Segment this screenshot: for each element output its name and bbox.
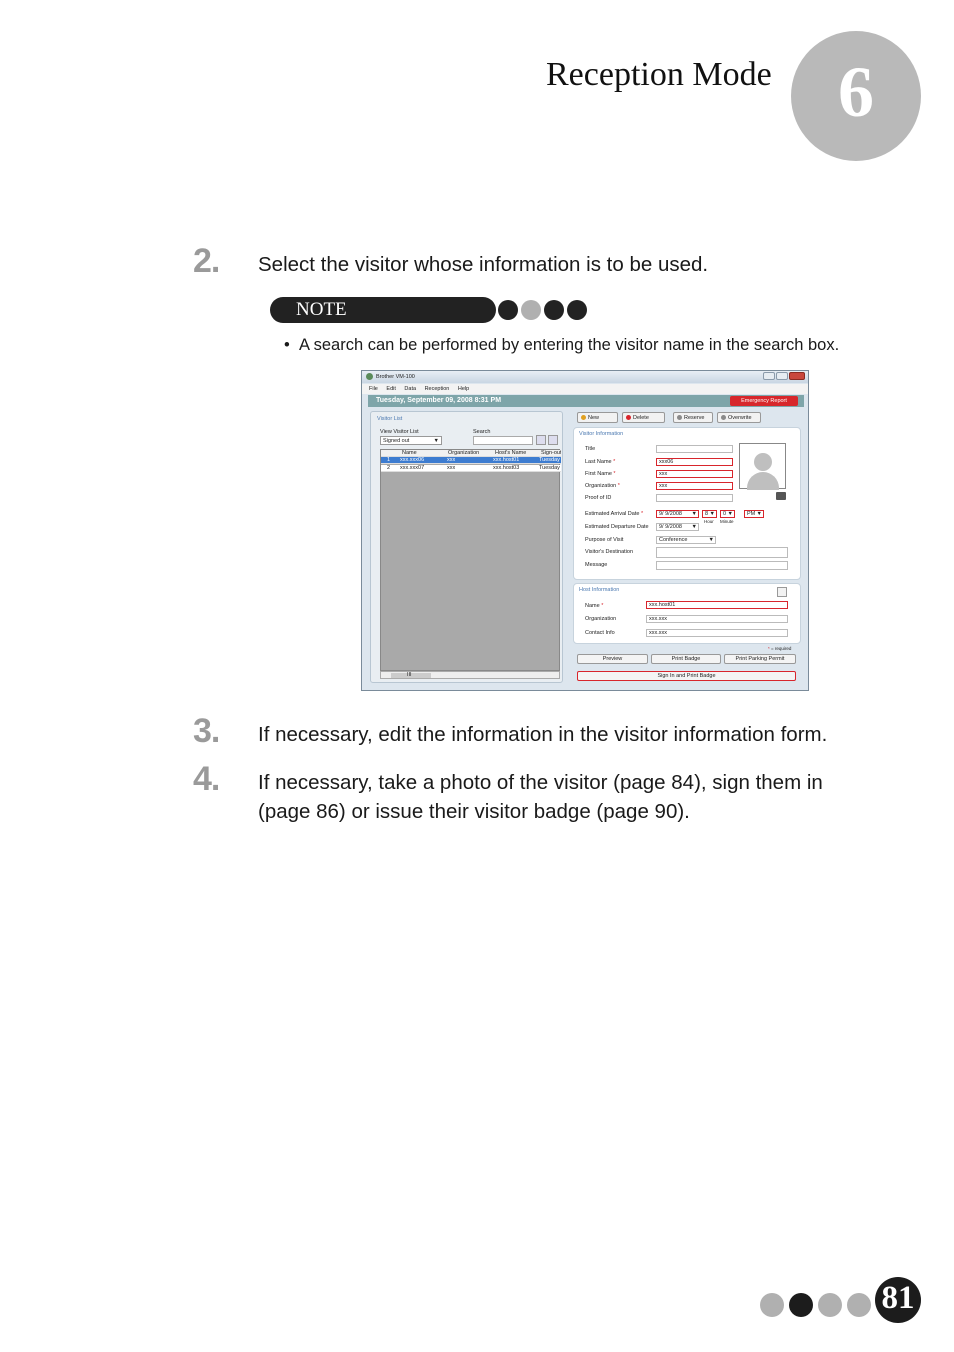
host-info-title: Host Information — [579, 587, 620, 593]
delete-button[interactable] — [622, 412, 665, 423]
step-3-number: 3. — [193, 712, 220, 750]
required-star: * — [601, 603, 604, 609]
dropdown-arrow-icon: ▼ — [691, 524, 697, 530]
departure-date-field[interactable] — [656, 523, 699, 531]
host-name-field[interactable]: xxx.host01 — [646, 601, 788, 609]
step-4-line-2: (page 86) or issue their visitor badge (page 90). — [258, 800, 690, 823]
arrival-date-field[interactable] — [656, 510, 699, 518]
arrival-text: Estimated Arrival Date — [585, 511, 640, 517]
note-bullet — [284, 336, 839, 355]
delete-label: Delete — [633, 415, 649, 421]
host-name-text: Name — [585, 603, 600, 609]
menu-reception[interactable]: Reception — [424, 386, 450, 392]
step-4-number: 4. — [193, 760, 220, 798]
reserve-label: Reserve — [684, 415, 705, 421]
chapter-number: 6 — [838, 52, 874, 132]
table-row[interactable] — [381, 457, 561, 464]
arrival-ampm-value: PM — [747, 511, 756, 517]
new-button[interactable] — [577, 412, 618, 423]
footer-dot — [789, 1293, 813, 1317]
row-num: 1 — [387, 457, 391, 463]
camera-icon[interactable] — [776, 492, 786, 500]
app-icon — [366, 373, 373, 380]
note-dot — [567, 300, 587, 320]
destination-field[interactable] — [656, 547, 788, 558]
note-dot — [544, 300, 564, 320]
col-name[interactable]: Name — [402, 450, 417, 456]
arrival-hour-value: 8 — [705, 511, 709, 517]
row-host: xxx.host03 — [493, 465, 520, 471]
host-name-label — [585, 603, 603, 609]
arrival-minute-field[interactable] — [720, 510, 735, 518]
menu-file[interactable]: File — [369, 386, 378, 392]
organization-text: Organization — [585, 483, 617, 489]
required-star: * — [617, 483, 620, 489]
row-host: xxx.host01 — [493, 457, 520, 463]
arrival-date-value: 9/ 9/2008 — [659, 511, 682, 517]
menu-edit[interactable]: Edit — [386, 386, 396, 392]
required-star: * — [613, 471, 616, 477]
view-visitor-list-label: View Visitor List — [380, 429, 419, 435]
reserve-icon — [677, 415, 682, 420]
print-parking-permit-button[interactable]: Print Parking Permit — [724, 654, 796, 664]
row-org: xxx — [447, 457, 456, 463]
arrival-ampm-field[interactable] — [744, 510, 764, 518]
new-icon — [581, 415, 586, 420]
bullet-glyph: • — [284, 336, 299, 354]
host-contact-field[interactable]: xxx.xxx — [646, 629, 788, 637]
note-dot — [521, 300, 541, 320]
purpose-label: Purpose of Visit — [585, 537, 624, 543]
arrival-label — [585, 511, 643, 517]
host-organization-label: Organization — [585, 616, 617, 622]
required-star: * — [640, 511, 644, 517]
overwrite-icon — [721, 415, 726, 420]
window-title: Brother VM-100 — [376, 374, 415, 380]
delete-icon — [626, 415, 631, 420]
row-name: xxx.xxx07 — [400, 465, 425, 471]
dropdown-arrow-icon: ▼ — [727, 511, 733, 517]
col-organization[interactable]: Organization — [448, 450, 480, 456]
destination-label: Visitor's Destination — [585, 549, 634, 555]
host-info-panel — [573, 583, 801, 644]
visitor-info-panel — [573, 427, 801, 580]
chapter-badge — [791, 31, 921, 161]
window-controls — [762, 372, 805, 381]
hour-label: Hour — [704, 519, 714, 524]
last-name-text: Last Name — [585, 459, 612, 465]
title-field[interactable] — [656, 445, 733, 453]
minimize-icon[interactable] — [763, 372, 775, 380]
row-name: xxx.xxx06 — [400, 457, 425, 463]
step-3-text: If necessary, edit the information in the visitor information form. — [258, 723, 828, 746]
step-2-text: Select the visitor whose information is to be used. — [258, 253, 709, 276]
close-icon[interactable] — [789, 372, 805, 380]
preview-button[interactable]: Preview — [577, 654, 648, 664]
purpose-value: Conference — [659, 537, 688, 543]
grid-header — [381, 450, 561, 457]
host-search-icon[interactable] — [777, 587, 787, 597]
overwrite-label: Overwrite — [728, 415, 752, 421]
proof-of-id-label: Proof of ID — [585, 495, 612, 501]
last-name-label — [585, 459, 615, 465]
table-row[interactable] — [381, 465, 561, 472]
avatar-head — [754, 453, 772, 471]
row-num: 2 — [387, 465, 391, 471]
required-star: * — [613, 459, 616, 465]
search-label: Search — [473, 429, 491, 435]
title-label: Title — [585, 446, 596, 452]
required-note-text: = required — [771, 646, 792, 651]
sign-in-print-badge-button[interactable]: Sign In and Print Badge — [577, 671, 796, 681]
note-label: NOTE — [296, 299, 347, 320]
proof-of-id-field[interactable] — [656, 494, 733, 502]
search-down-icon[interactable] — [548, 435, 558, 445]
reserve-button[interactable] — [673, 412, 713, 423]
page-number: 81 — [881, 1280, 915, 1316]
row-org: xxx — [447, 465, 456, 471]
required-star: * — [768, 646, 770, 651]
view-list-select[interactable] — [380, 436, 442, 445]
visitor-list-panel — [370, 411, 563, 683]
step-4-text — [258, 768, 823, 826]
step-2-number: 2. — [193, 242, 220, 280]
current-date: Tuesday, September 09, 2008 8:31 PM — [376, 397, 502, 404]
maximize-icon[interactable] — [776, 372, 788, 380]
dropdown-arrow-icon: ▼ — [708, 537, 714, 543]
message-field[interactable] — [656, 561, 788, 570]
departure-date-value: 9/ 9/2008 — [659, 524, 682, 530]
dropdown-arrow-icon: ▼ — [756, 511, 762, 517]
menu-bar — [362, 384, 808, 394]
horizontal-scrollbar[interactable] — [380, 671, 560, 679]
col-host-name[interactable]: Host's Name — [495, 450, 527, 456]
departure-label: Estimated Departure Date — [585, 524, 649, 530]
emergency-report-button[interactable]: Emergency Report — [730, 396, 798, 406]
window-titlebar — [362, 371, 808, 383]
footer-dot — [847, 1293, 871, 1317]
message-label: Message — [585, 562, 608, 568]
row-signout: Tuesday — [539, 465, 560, 471]
scroll-thumb[interactable] — [391, 673, 431, 678]
first-name-field[interactable]: xxx — [656, 470, 733, 478]
visitor-list-title: Visitor List — [377, 416, 403, 422]
step-4-line-1: If necessary, take a photo of the visitor (page 84), sign them in — [258, 771, 823, 794]
visitor-grid — [380, 449, 560, 671]
arrival-hour-field[interactable] — [702, 510, 717, 518]
required-note — [768, 646, 791, 651]
first-name-label — [585, 471, 616, 477]
col-sign-out[interactable]: Sign-out — [541, 450, 561, 456]
app-screenshot — [361, 370, 809, 691]
visitor-photo[interactable] — [739, 443, 786, 489]
dropdown-arrow-icon: ▼ — [433, 438, 439, 444]
menu-help[interactable]: Help — [457, 386, 470, 392]
avatar-body — [747, 472, 779, 490]
organization-field[interactable]: xxx — [656, 482, 733, 490]
new-label: New — [588, 415, 600, 421]
dropdown-arrow-icon: ▼ — [691, 511, 697, 517]
chapter-title: Reception Mode — [546, 56, 772, 93]
dropdown-arrow-icon: ▼ — [709, 511, 715, 517]
view-list-value: Signed out — [383, 438, 410, 444]
organization-label — [585, 483, 620, 489]
menu-data[interactable]: Data — [404, 386, 417, 392]
scroll-grip: III — [407, 672, 412, 678]
note-bullet-text: A search can be performed by entering the visitor name in the search box. — [298, 336, 840, 354]
minute-label: Minute — [720, 519, 734, 524]
date-bar — [368, 395, 804, 407]
note-banner — [270, 297, 496, 323]
page-number-badge — [875, 1277, 921, 1323]
footer-dot — [760, 1293, 784, 1317]
print-badge-button[interactable]: Print Badge — [651, 654, 721, 664]
search-input[interactable] — [473, 436, 533, 445]
overwrite-button[interactable] — [717, 412, 761, 423]
last-name-field[interactable]: xxx06 — [656, 458, 733, 466]
footer-dot — [818, 1293, 842, 1317]
purpose-select[interactable] — [656, 536, 716, 544]
note-dot — [498, 300, 518, 320]
arrival-minute-value: 0 — [723, 511, 727, 517]
first-name-text: First Name — [585, 471, 612, 477]
row-signout: Tuesday — [539, 457, 560, 463]
host-organization-field[interactable]: xxx.xxx — [646, 615, 788, 623]
visitor-info-title: Visitor Information — [579, 431, 624, 437]
search-up-icon[interactable] — [536, 435, 546, 445]
host-contact-label: Contact Info — [585, 630, 615, 636]
